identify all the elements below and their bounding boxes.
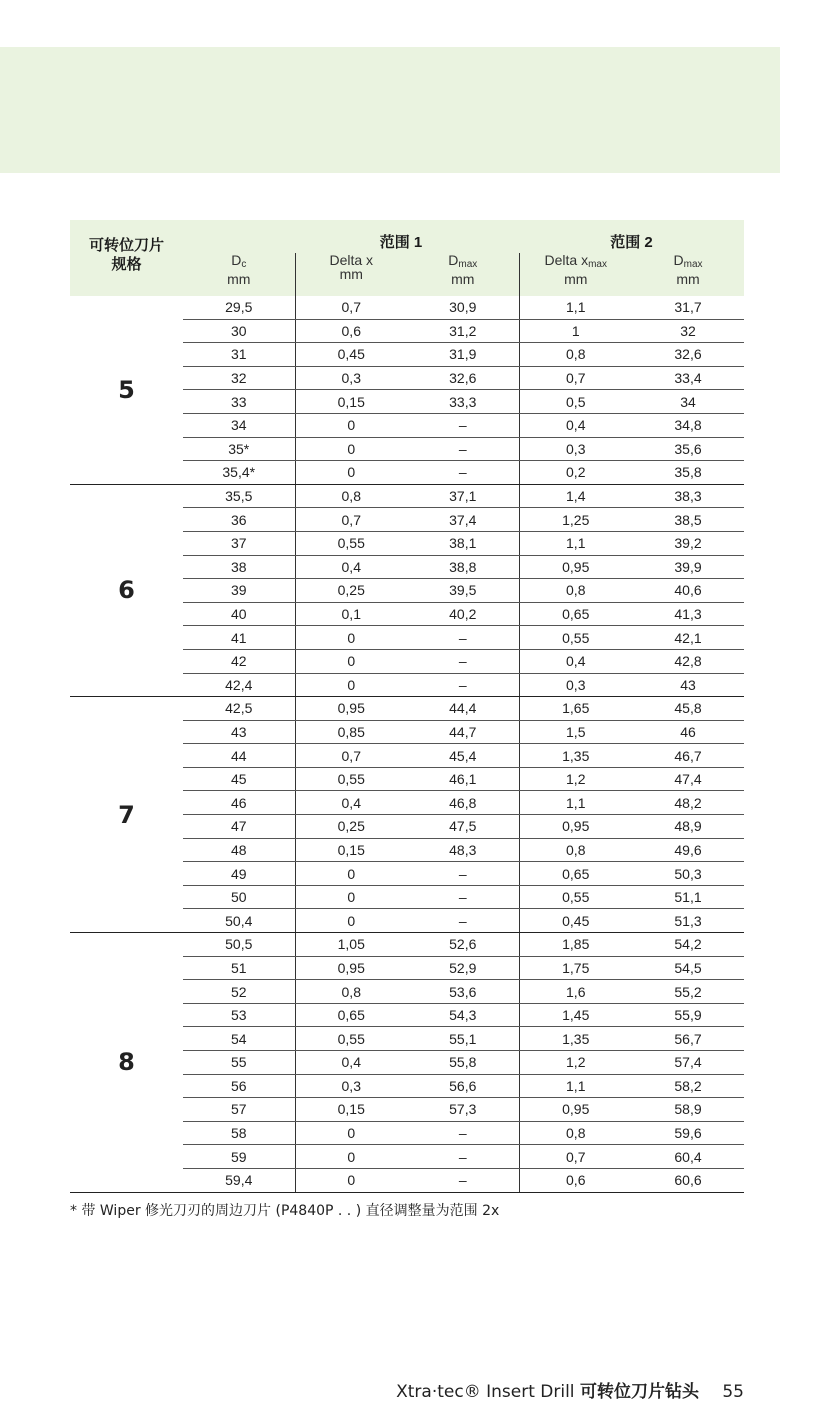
dc-cell: 36 (183, 508, 295, 532)
table-body (70, 296, 744, 1192)
dmax-range1-cell: – (407, 1168, 519, 1192)
dmax-range1-cell: 38,1 (407, 531, 519, 555)
dmax-range1-cell: 38,8 (407, 555, 519, 579)
delta-xmax-cell: 0,8 (519, 343, 632, 367)
dc-cell: 30 (183, 319, 295, 343)
dmax-range2-cell: 57,4 (632, 1051, 744, 1075)
page-number: 55 (722, 1382, 744, 1402)
delta-xmax-cell: 1,5 (519, 720, 632, 744)
dc-cell: 38 (183, 555, 295, 579)
dc-cell: 35* (183, 437, 295, 461)
delta-x-cell: 0 (295, 673, 407, 697)
dc-cell: 34 (183, 413, 295, 437)
dmax-range1-cell: – (407, 1145, 519, 1169)
dc-cell: 57 (183, 1098, 295, 1122)
dc-cell: 55 (183, 1051, 295, 1075)
delta-x-cell: 0,65 (295, 1003, 407, 1027)
dc-cell: 42,5 (183, 697, 295, 721)
dmax-range2-cell: 34,8 (632, 413, 744, 437)
dmax-range1-cell: – (407, 649, 519, 673)
delta-x-cell: 0,25 (295, 815, 407, 839)
dmax-range1-cell: 48,3 (407, 838, 519, 862)
dmax-range2-cell: 39,9 (632, 555, 744, 579)
dmax-range2-cell: 32 (632, 319, 744, 343)
dmax-range1-cell: 40,2 (407, 602, 519, 626)
delta-x-cell: 0,8 (295, 484, 407, 508)
delta-xmax-cell: 1,75 (519, 956, 632, 980)
delta-xmax-cell: 0,7 (519, 1145, 632, 1169)
dmax-range2-cell: 54,5 (632, 956, 744, 980)
header-banner (0, 47, 780, 173)
dc-cell: 31 (183, 343, 295, 367)
delta-x-cell: 0,4 (295, 555, 407, 579)
delta-x-cell: 0,6 (295, 319, 407, 343)
insert-size-header-line2: 规格 (111, 256, 142, 273)
dmax-range1-cell: 54,3 (407, 1003, 519, 1027)
delta-x-cell: 0,55 (295, 1027, 407, 1051)
dmax-range1-cell: 55,8 (407, 1051, 519, 1075)
dmax-range1-cell: – (407, 437, 519, 461)
dmax-range2-cell: 55,2 (632, 980, 744, 1004)
dmax-range2-cell: 40,6 (632, 579, 744, 603)
delta-x-cell: 0,45 (295, 343, 407, 367)
dc-cell: 54 (183, 1027, 295, 1051)
dmax-range1-cell: 31,2 (407, 319, 519, 343)
delta-xmax-cell: 0,8 (519, 1121, 632, 1145)
dc-cell: 40 (183, 602, 295, 626)
delta-xmax-cell: 0,95 (519, 555, 632, 579)
dc-cell: 47 (183, 815, 295, 839)
dmax-range1-cell: 47,5 (407, 815, 519, 839)
dmax-range2-cell: 32,6 (632, 343, 744, 367)
dmax-range1-cell: – (407, 461, 519, 485)
dc-cell: 50,4 (183, 909, 295, 933)
dmax-range2-cell: 60,6 (632, 1168, 744, 1192)
dc-cell: 37 (183, 531, 295, 555)
delta-xmax-cell: 1,65 (519, 697, 632, 721)
delta-x-cell: 0,7 (295, 744, 407, 768)
delta-x-cell: 0 (295, 1145, 407, 1169)
dc-cell: 44 (183, 744, 295, 768)
dmax-range1-cell: 46,8 (407, 791, 519, 815)
dmax-range1-cell: 37,4 (407, 508, 519, 532)
footer-title-latin: Xtra·tec® Insert Drill (396, 1382, 575, 1402)
insert-size-cell: 8 (70, 933, 183, 1193)
delta-xmax-cell: 0,7 (519, 366, 632, 390)
table-row (70, 484, 744, 508)
dc-cell: 43 (183, 720, 295, 744)
dmax-range2-cell: 43 (632, 673, 744, 697)
delta-x-cell: 0,3 (295, 366, 407, 390)
dc-cell: 42,4 (183, 673, 295, 697)
dmax-range1-cell: 37,1 (407, 484, 519, 508)
delta-xmax-cell: 0,4 (519, 413, 632, 437)
dmax-range1-cell: – (407, 626, 519, 650)
dmax-range2-cell: 39,2 (632, 531, 744, 555)
delta-xmax-cell: 1,1 (519, 296, 632, 319)
dmax-range2-cell: 55,9 (632, 1003, 744, 1027)
dmax-range2-cell: 42,8 (632, 649, 744, 673)
delta-xmax-cell: 0,55 (519, 885, 632, 909)
dc-cell: 32 (183, 366, 295, 390)
delta-x-cell: 0,95 (295, 697, 407, 721)
delta-xmax-cell: 1,35 (519, 1027, 632, 1051)
dmax-range2-cell: 33,4 (632, 366, 744, 390)
dc-cell: 35,4* (183, 461, 295, 485)
page-footer (396, 1377, 744, 1402)
dc-cell: 42 (183, 649, 295, 673)
range-1-header: 范围 1 (379, 234, 423, 251)
delta-xmax-cell: 0,4 (519, 649, 632, 673)
delta-xmax-cell: 0,3 (519, 673, 632, 697)
delta-xmax-cell: 0,65 (519, 862, 632, 886)
delta-x-cell: 0,7 (295, 508, 407, 532)
table-row (70, 933, 744, 957)
delta-x-cell: 0,1 (295, 602, 407, 626)
dmax-range2-cell: 48,9 (632, 815, 744, 839)
delta-x-cell: 0 (295, 461, 407, 485)
delta-x-cell: 0,4 (295, 791, 407, 815)
delta-x-cell: 0 (295, 413, 407, 437)
delta-xmax-cell: 0,45 (519, 909, 632, 933)
dmax-range1-cell: 44,7 (407, 720, 519, 744)
delta-xmax-cell: 0,2 (519, 461, 632, 485)
dc-cell: 39 (183, 579, 295, 603)
delta-xmax-cell: 0,65 (519, 602, 632, 626)
delta-xmax-cell: 0,95 (519, 815, 632, 839)
col-header-dmax-range2: $D_{max}$ mm (673, 252, 703, 287)
dmax-range1-cell: – (407, 1121, 519, 1145)
range-2-header: 范围 2 (610, 234, 653, 251)
dmax-range1-cell: 39,5 (407, 579, 519, 603)
dc-cell: 56 (183, 1074, 295, 1098)
delta-xmax-cell: 1,1 (519, 791, 632, 815)
dmax-range2-cell: 42,1 (632, 626, 744, 650)
dmax-range2-cell: 38,3 (632, 484, 744, 508)
delta-xmax-cell: 1,45 (519, 1003, 632, 1027)
table-row (70, 697, 744, 721)
col-header-delta-x: Delta x mm (295, 253, 407, 296)
dmax-range2-cell: 38,5 (632, 508, 744, 532)
delta-x-cell: 0,95 (295, 956, 407, 980)
delta-xmax-cell: 0,55 (519, 626, 632, 650)
dmax-range1-cell: – (407, 885, 519, 909)
dmax-range1-cell: – (407, 909, 519, 933)
insert-size-cell: 7 (70, 697, 183, 933)
delta-xmax-cell: 1,1 (519, 1074, 632, 1098)
dc-cell: 46 (183, 791, 295, 815)
dc-cell: 48 (183, 838, 295, 862)
col-header-delta-xmax: Delta $x_{max}$ mm (519, 253, 632, 296)
dmax-range2-cell: 49,6 (632, 838, 744, 862)
delta-xmax-cell: 1,6 (519, 980, 632, 1004)
delta-x-cell: 0 (295, 1121, 407, 1145)
delta-x-cell: 0,7 (295, 296, 407, 319)
dc-cell: 33 (183, 390, 295, 414)
delta-xmax-cell: 1 (519, 319, 632, 343)
dmax-range1-cell: 55,1 (407, 1027, 519, 1051)
delta-xmax-cell: 0,3 (519, 437, 632, 461)
insert-size-header (70, 220, 183, 296)
dc-cell: 45 (183, 767, 295, 791)
delta-x-cell: 0 (295, 1168, 407, 1192)
delta-xmax-cell: 0,95 (519, 1098, 632, 1122)
dmax-range1-cell: – (407, 413, 519, 437)
dc-cell: 58 (183, 1121, 295, 1145)
delta-xmax-cell: 1,2 (519, 767, 632, 791)
dmax-range2-cell: 58,9 (632, 1098, 744, 1122)
delta-xmax-cell: 1,4 (519, 484, 632, 508)
delta-x-cell: 1,05 (295, 933, 407, 957)
dmax-range1-cell: 56,6 (407, 1074, 519, 1098)
dmax-range1-cell: 45,4 (407, 744, 519, 768)
dmax-range2-cell: 47,4 (632, 767, 744, 791)
dmax-range1-cell: 30,9 (407, 296, 519, 319)
delta-x-cell: 0,15 (295, 390, 407, 414)
delta-xmax-cell: 0,8 (519, 579, 632, 603)
dmax-range2-cell: 45,8 (632, 697, 744, 721)
delta-x-cell: 0 (295, 437, 407, 461)
dmax-range2-cell: 46,7 (632, 744, 744, 768)
dmax-range2-cell: 54,2 (632, 933, 744, 957)
dmax-range1-cell: 53,6 (407, 980, 519, 1004)
delta-x-cell: 0 (295, 909, 407, 933)
col-header-dc: $D_c$ mm (227, 252, 251, 287)
dmax-range1-cell: 33,3 (407, 390, 519, 414)
insert-size-header-line1: 可转位刀片 (88, 237, 164, 254)
dmax-range2-cell: 50,3 (632, 862, 744, 886)
dc-cell: 50,5 (183, 933, 295, 957)
dmax-range1-cell: 46,1 (407, 767, 519, 791)
dmax-range1-cell: 57,3 (407, 1098, 519, 1122)
delta-x-cell: 0,15 (295, 1098, 407, 1122)
footnote: * 带 Wiper 修光刀刃的周边刀片 (P4840P . . ) 直径调整量为范围 2x (70, 1203, 500, 1219)
delta-x-cell: 0 (295, 626, 407, 650)
dc-cell: 53 (183, 1003, 295, 1027)
insert-adjustment-table (70, 220, 744, 1193)
dmax-range1-cell: 52,6 (407, 933, 519, 957)
dc-cell: 35,5 (183, 484, 295, 508)
dc-cell: 29,5 (183, 296, 295, 319)
dmax-range2-cell: 35,8 (632, 461, 744, 485)
delta-xmax-cell: 1,85 (519, 933, 632, 957)
delta-x-cell: 0 (295, 885, 407, 909)
dmax-range2-cell: 60,4 (632, 1145, 744, 1169)
delta-x-cell: 0,55 (295, 767, 407, 791)
delta-xmax-cell: 1,35 (519, 744, 632, 768)
dc-cell: 41 (183, 626, 295, 650)
delta-x-cell: 0,15 (295, 838, 407, 862)
footer-title (396, 1382, 704, 1402)
dc-cell: 52 (183, 980, 295, 1004)
dc-cell: 50 (183, 885, 295, 909)
dc-cell: 49 (183, 862, 295, 886)
delta-x-cell: 0,4 (295, 1051, 407, 1075)
dmax-range2-cell: 31,7 (632, 296, 744, 319)
dmax-range2-cell: 51,1 (632, 885, 744, 909)
dmax-range1-cell: 31,9 (407, 343, 519, 367)
dmax-range2-cell: 56,7 (632, 1027, 744, 1051)
delta-x-cell: 0,25 (295, 579, 407, 603)
delta-xmax-cell: 1,25 (519, 508, 632, 532)
dmax-range2-cell: 58,2 (632, 1074, 744, 1098)
table-row (70, 296, 744, 319)
col-header-dmax-range1: $D_{max}$ mm (448, 252, 478, 287)
dmax-range2-cell: 59,6 (632, 1121, 744, 1145)
dmax-range1-cell: 44,4 (407, 697, 519, 721)
delta-xmax-cell: 1,1 (519, 531, 632, 555)
dmax-range2-cell: 51,3 (632, 909, 744, 933)
dmax-range2-cell: 34 (632, 390, 744, 414)
dmax-range2-cell: 48,2 (632, 791, 744, 815)
insert-size-cell: 5 (70, 296, 183, 484)
dc-cell: 51 (183, 956, 295, 980)
dmax-range1-cell: 52,9 (407, 956, 519, 980)
dmax-range2-cell: 35,6 (632, 437, 744, 461)
table-header-row-1 (70, 220, 744, 253)
delta-x-cell: 0,3 (295, 1074, 407, 1098)
delta-x-cell: 0 (295, 649, 407, 673)
dc-cell: 59 (183, 1145, 295, 1169)
delta-xmax-cell: 1,2 (519, 1051, 632, 1075)
insert-size-cell: 6 (70, 484, 183, 696)
delta-xmax-cell: 0,8 (519, 838, 632, 862)
delta-x-cell: 0,8 (295, 980, 407, 1004)
dmax-range1-cell: 32,6 (407, 366, 519, 390)
footer-title-cn: 可转位刀片钻头 (579, 1382, 699, 1402)
dmax-range2-cell: 41,3 (632, 602, 744, 626)
dmax-range2-cell: 46 (632, 720, 744, 744)
delta-x-cell: 0,55 (295, 531, 407, 555)
delta-xmax-cell: 0,6 (519, 1168, 632, 1192)
delta-x-cell: 0 (295, 862, 407, 886)
dc-cell: 59,4 (183, 1168, 295, 1192)
dmax-range1-cell: – (407, 862, 519, 886)
dmax-range1-cell: – (407, 673, 519, 697)
delta-xmax-cell: 0,5 (519, 390, 632, 414)
delta-x-cell: 0,85 (295, 720, 407, 744)
